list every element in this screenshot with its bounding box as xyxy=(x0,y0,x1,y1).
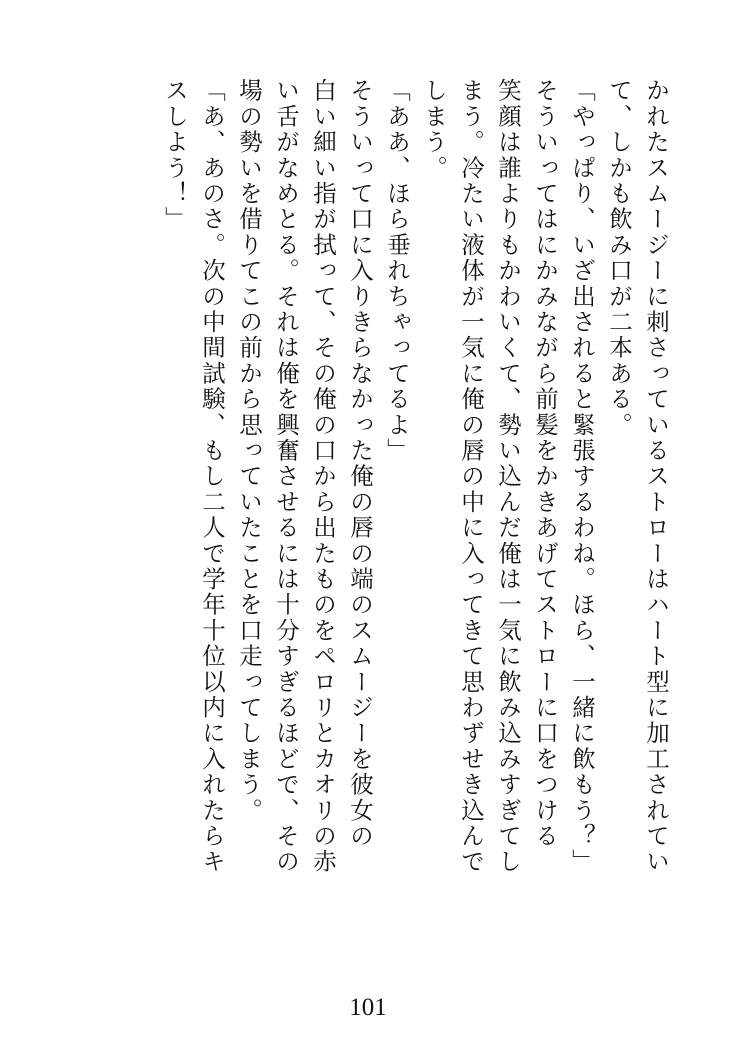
text-line: て、しかも飲み口が二本ある。 xyxy=(605,78,631,438)
text-line: そういってはにかみながら前髪をかきあげてストローに口をつける xyxy=(531,78,557,849)
text-line: 場の勢いを借りてこの前から思っていたことを口走ってしまう。 xyxy=(235,78,261,824)
text-line: しまう。 xyxy=(420,78,446,181)
text-line: 「やっぱり、いざ出されると緊張するわね。ほら、一緒に飲もう？」 xyxy=(568,78,594,875)
page-number: 101 xyxy=(349,994,387,1021)
text-line: そういって口に入りきらなかった俺の唇の端のスムージーを彼女の xyxy=(346,78,372,849)
text-line: 笑顔は誰よりもかわいくて、勢い込んだ俺は一気に飲み込みすぎてし xyxy=(494,78,520,875)
text-line: まう。冷たい液体が一気に俺の唇の中に入ってきて思わずせき込んで xyxy=(457,78,483,875)
vertical-text-body xyxy=(70,78,666,958)
text-line: 「あ、あのさ。次の中間試験、もし二人で学年十位以内に入れたらキ xyxy=(198,78,224,875)
text-line: い舌がなめとる。それは俺を興奮させるには十分すぎるほどで、その xyxy=(272,78,298,875)
text-line: 「ああ、ほら垂れちゃってるよ」 xyxy=(383,78,409,464)
text-line: スしよう！」 xyxy=(161,78,187,233)
text-line: かれたスムージーに刺さっているストローはハート型に加工されてい xyxy=(642,78,668,875)
text-line: 白い細い指が拭って、その俺の口から出たものをペロリとカオリの赤 xyxy=(309,78,335,875)
